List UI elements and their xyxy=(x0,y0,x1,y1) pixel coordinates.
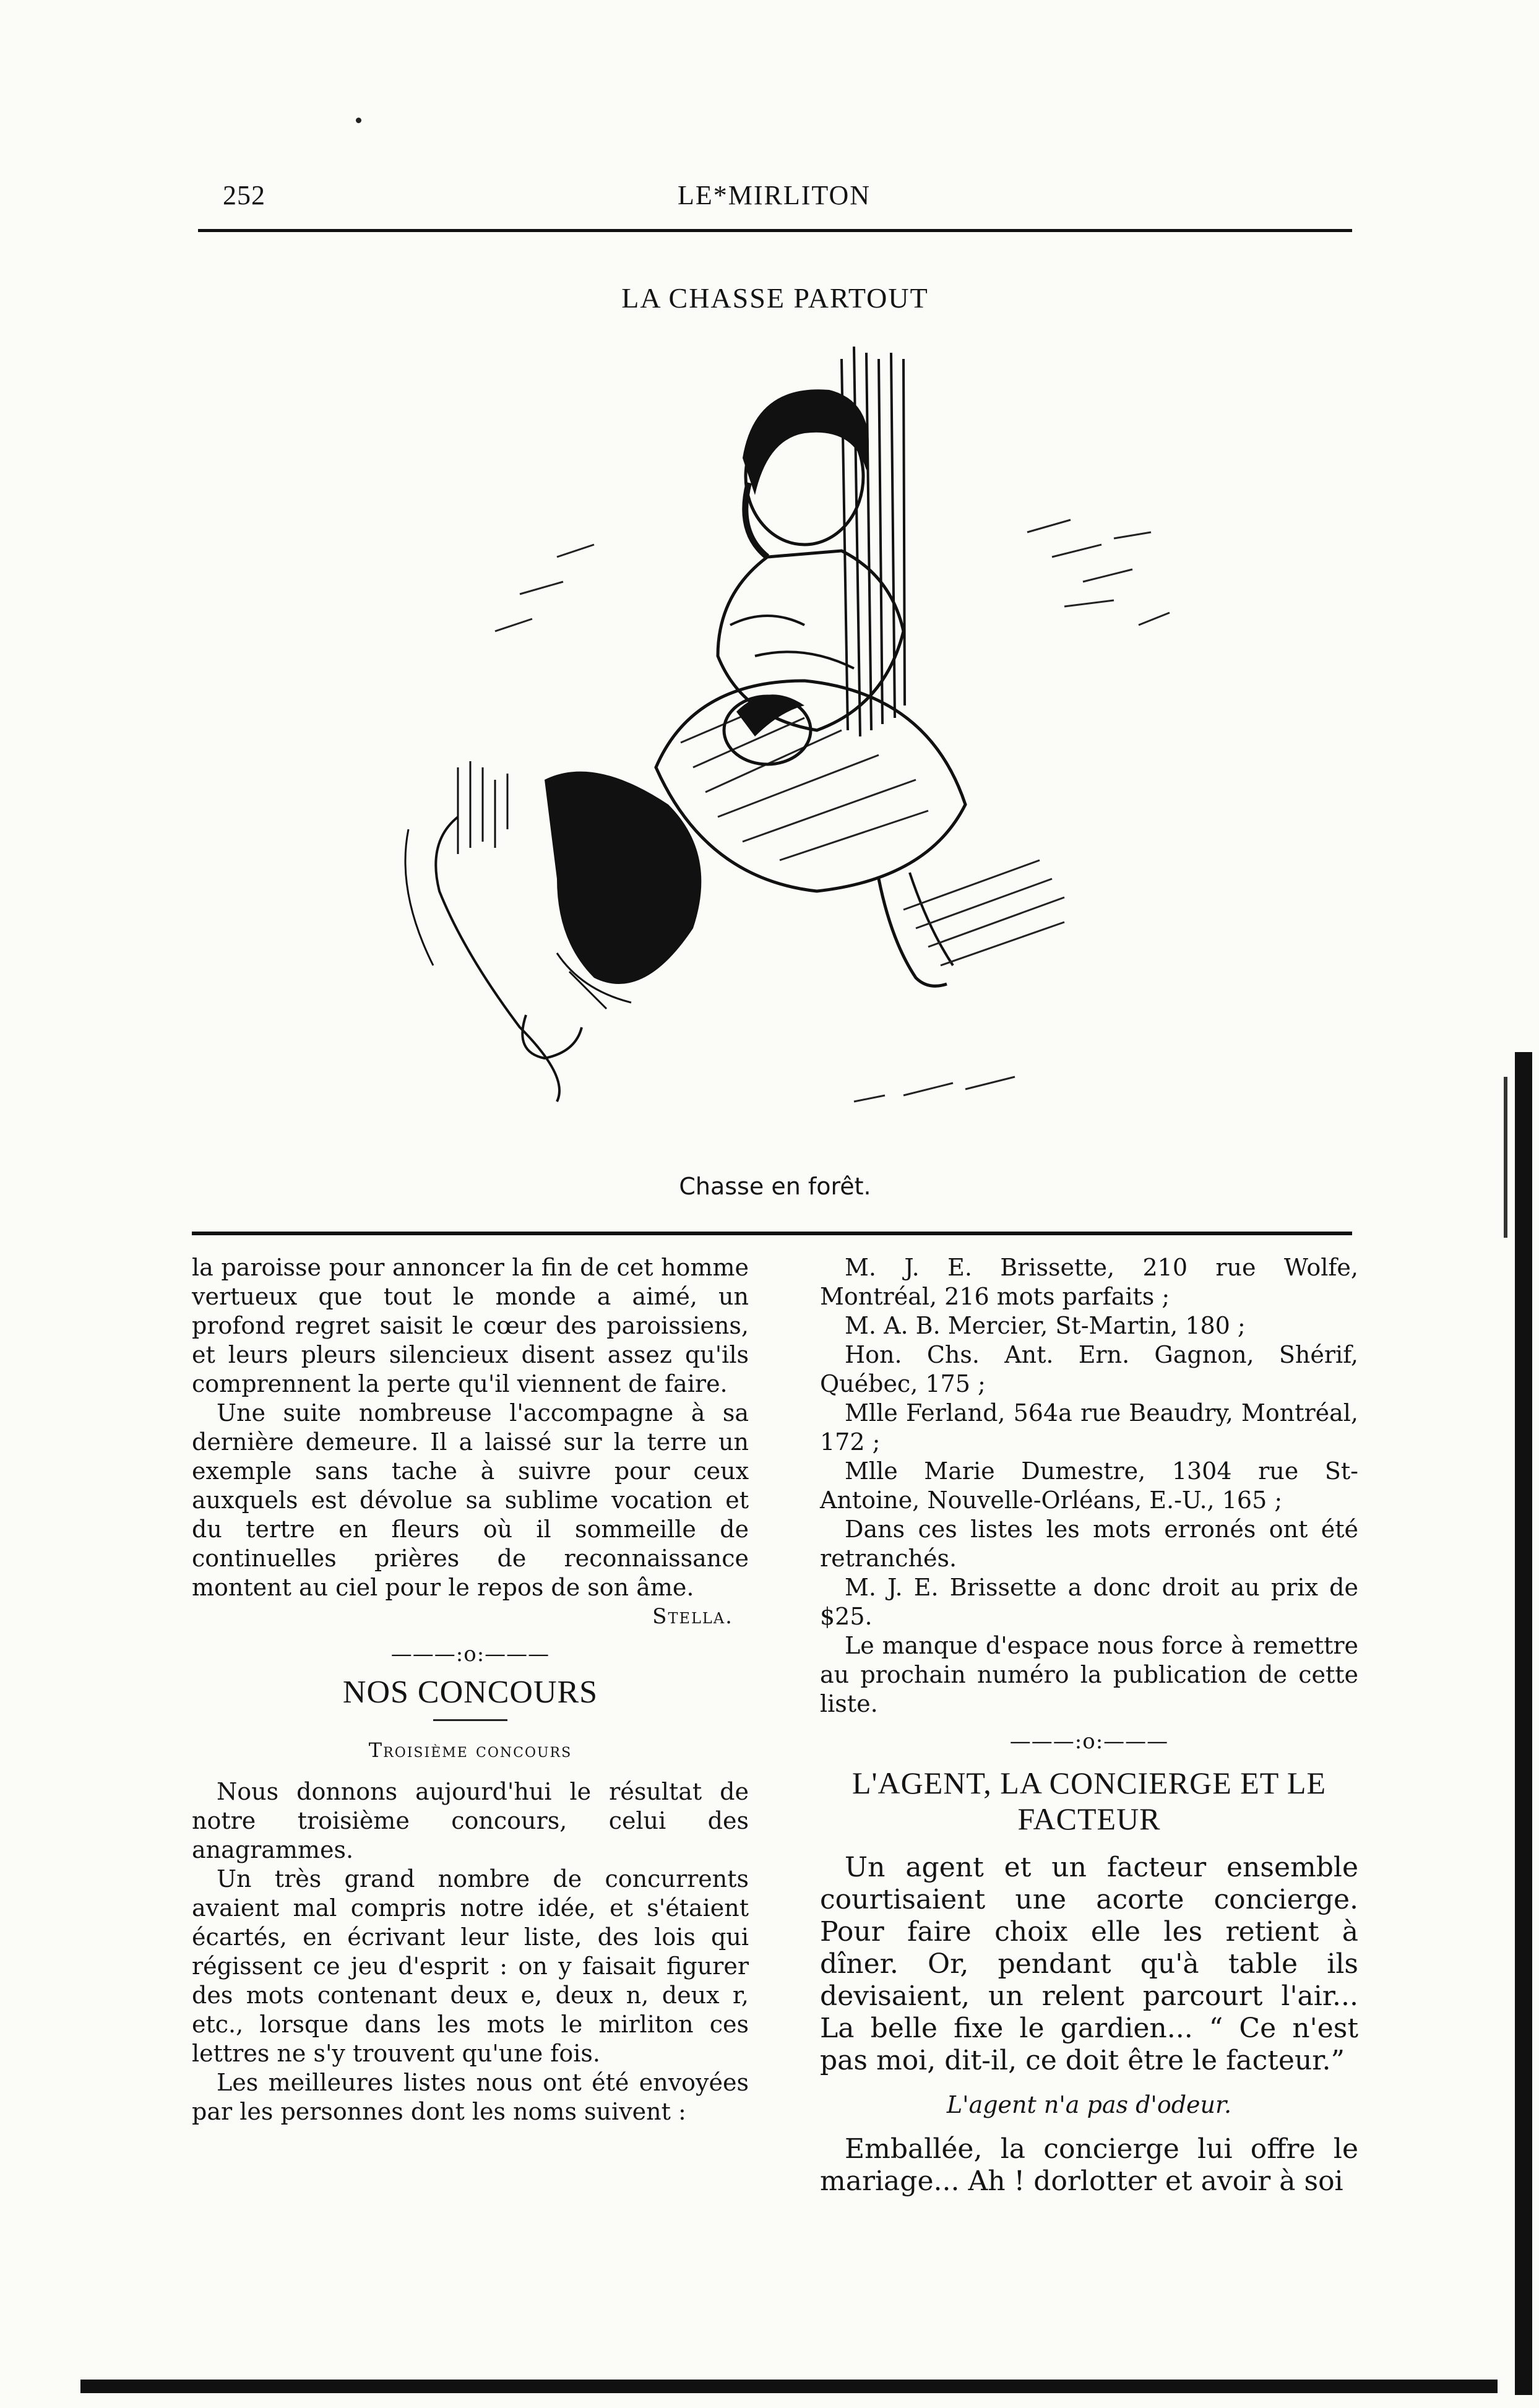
paragraph: Emballée, la concierge lui offre le mariage... Ah ! dorlotter et avoir à soi xyxy=(820,2133,1358,2197)
signature: Stella. xyxy=(652,1604,733,1629)
paragraph: Un très grand nombre de concurrents avaient mal compris notre idée, et s'étaient écartés, en écrivant leur liste, des lois qui régissent ce jeu d'esprit : on y faisait figurer des mots contenant deux e, deux n, deux r, etc., lorsque dans les mots le mirliton ces lettres ne s'y trouvent qu'une fois. xyxy=(192,1865,749,2067)
paragraph: Le manque d'espace nous force à remettre au prochain numéro la publication de cette liste. xyxy=(820,1632,1358,1717)
list-item: Mlle Marie Dumestre, 1304 rue St-Antoine, Nouvelle-Orléans, E.-U., 165 ; xyxy=(820,1457,1358,1514)
header-rule xyxy=(198,229,1352,232)
paragraph: M. J. E. Brissette a donc droit au prix de $25. xyxy=(820,1574,1358,1630)
italic-line: L'agent n'a pas d'odeur. xyxy=(946,2091,1232,2118)
paragraph: Nous donnons aujourd'hui le résultat de notre troisième concours, celui des anagrammes. xyxy=(192,1778,749,1863)
paragraph: la paroisse pour annoncer la fin de cet homme vertueux que tout le monde a aimé, un profond regret saisit le cœur des paroissiens, et leurs pleurs silencieux disent assez qu'ils comprennent la perte qu'il viennent de faire. xyxy=(192,1254,749,1397)
engraving-illustration-icon xyxy=(371,334,1225,1157)
list-item: Hon. Chs. Ant. Ern. Gagnon, Shérif, Québec, 175 ; xyxy=(820,1341,1358,1397)
column-rule xyxy=(192,1232,1352,1235)
subheading: Troisième concours xyxy=(368,1738,572,1762)
scan-edge-bar xyxy=(1515,1052,1532,2395)
heading-agent-concierge: L'AGENT, LA CONCIERGE ET LE FACTEUR xyxy=(851,1766,1326,1836)
paragraph: Dans ces listes les mots erronés ont été retranchés. xyxy=(820,1516,1358,1572)
illustration-caption: Chasse en forêt. xyxy=(679,1173,871,1200)
paragraph: Une suite nombreuse l'accompagne à sa dernière demeure. Il a laissé sur la terre un exemple sans tache à suivre pour ceux auxquels est dévolue sa sublime vocation et du tertre en fleurs où il sommeille de continuelles prières de reconnaissance montent au ciel pour le repos de son âme. xyxy=(192,1399,749,1601)
running-title: LE*MIRLITON xyxy=(678,180,871,210)
separator: ———:o:——— xyxy=(390,1642,550,1667)
paragraph: Un agent et un facteur ensemble courtisaient une acorte concierge. Pour faire choix elle les retient à dîner. Or, pendant qu'à table ils devisaient, un relent parcourt l'air... La belle fixe le gardien... “ Ce n'est pas moi, dit-il, ce doit être le facteur.” xyxy=(820,1852,1358,2076)
left-column xyxy=(192,1253,749,2126)
scan-bottom-bar xyxy=(80,2380,1498,2393)
page-number: 252 xyxy=(223,180,265,210)
speck xyxy=(356,118,361,123)
section-title: LA CHASSE PARTOUT xyxy=(621,282,929,314)
separator: ———:o:——— xyxy=(1009,1729,1169,1754)
list-item: Mlle Ferland, 564a rue Beaudry, Montréal, 172 ; xyxy=(820,1399,1358,1456)
short-rule xyxy=(433,1719,507,1721)
scan-edge-line xyxy=(1504,1077,1507,1238)
list-item: M. J. E. Brissette, 210 rue Wolfe, Montréal, 216 mots parfaits ; xyxy=(820,1254,1358,1310)
right-column xyxy=(820,1253,1358,2198)
running-header xyxy=(198,179,1349,217)
heading-nos-concours: NOS CONCOURS xyxy=(342,1675,598,1710)
list-item: M. A. B. Mercier, St-Martin, 180 ; xyxy=(845,1312,1246,1339)
paragraph: Les meilleures listes nous ont été envoyées par les personnes dont les noms suivent : xyxy=(192,2069,749,2125)
